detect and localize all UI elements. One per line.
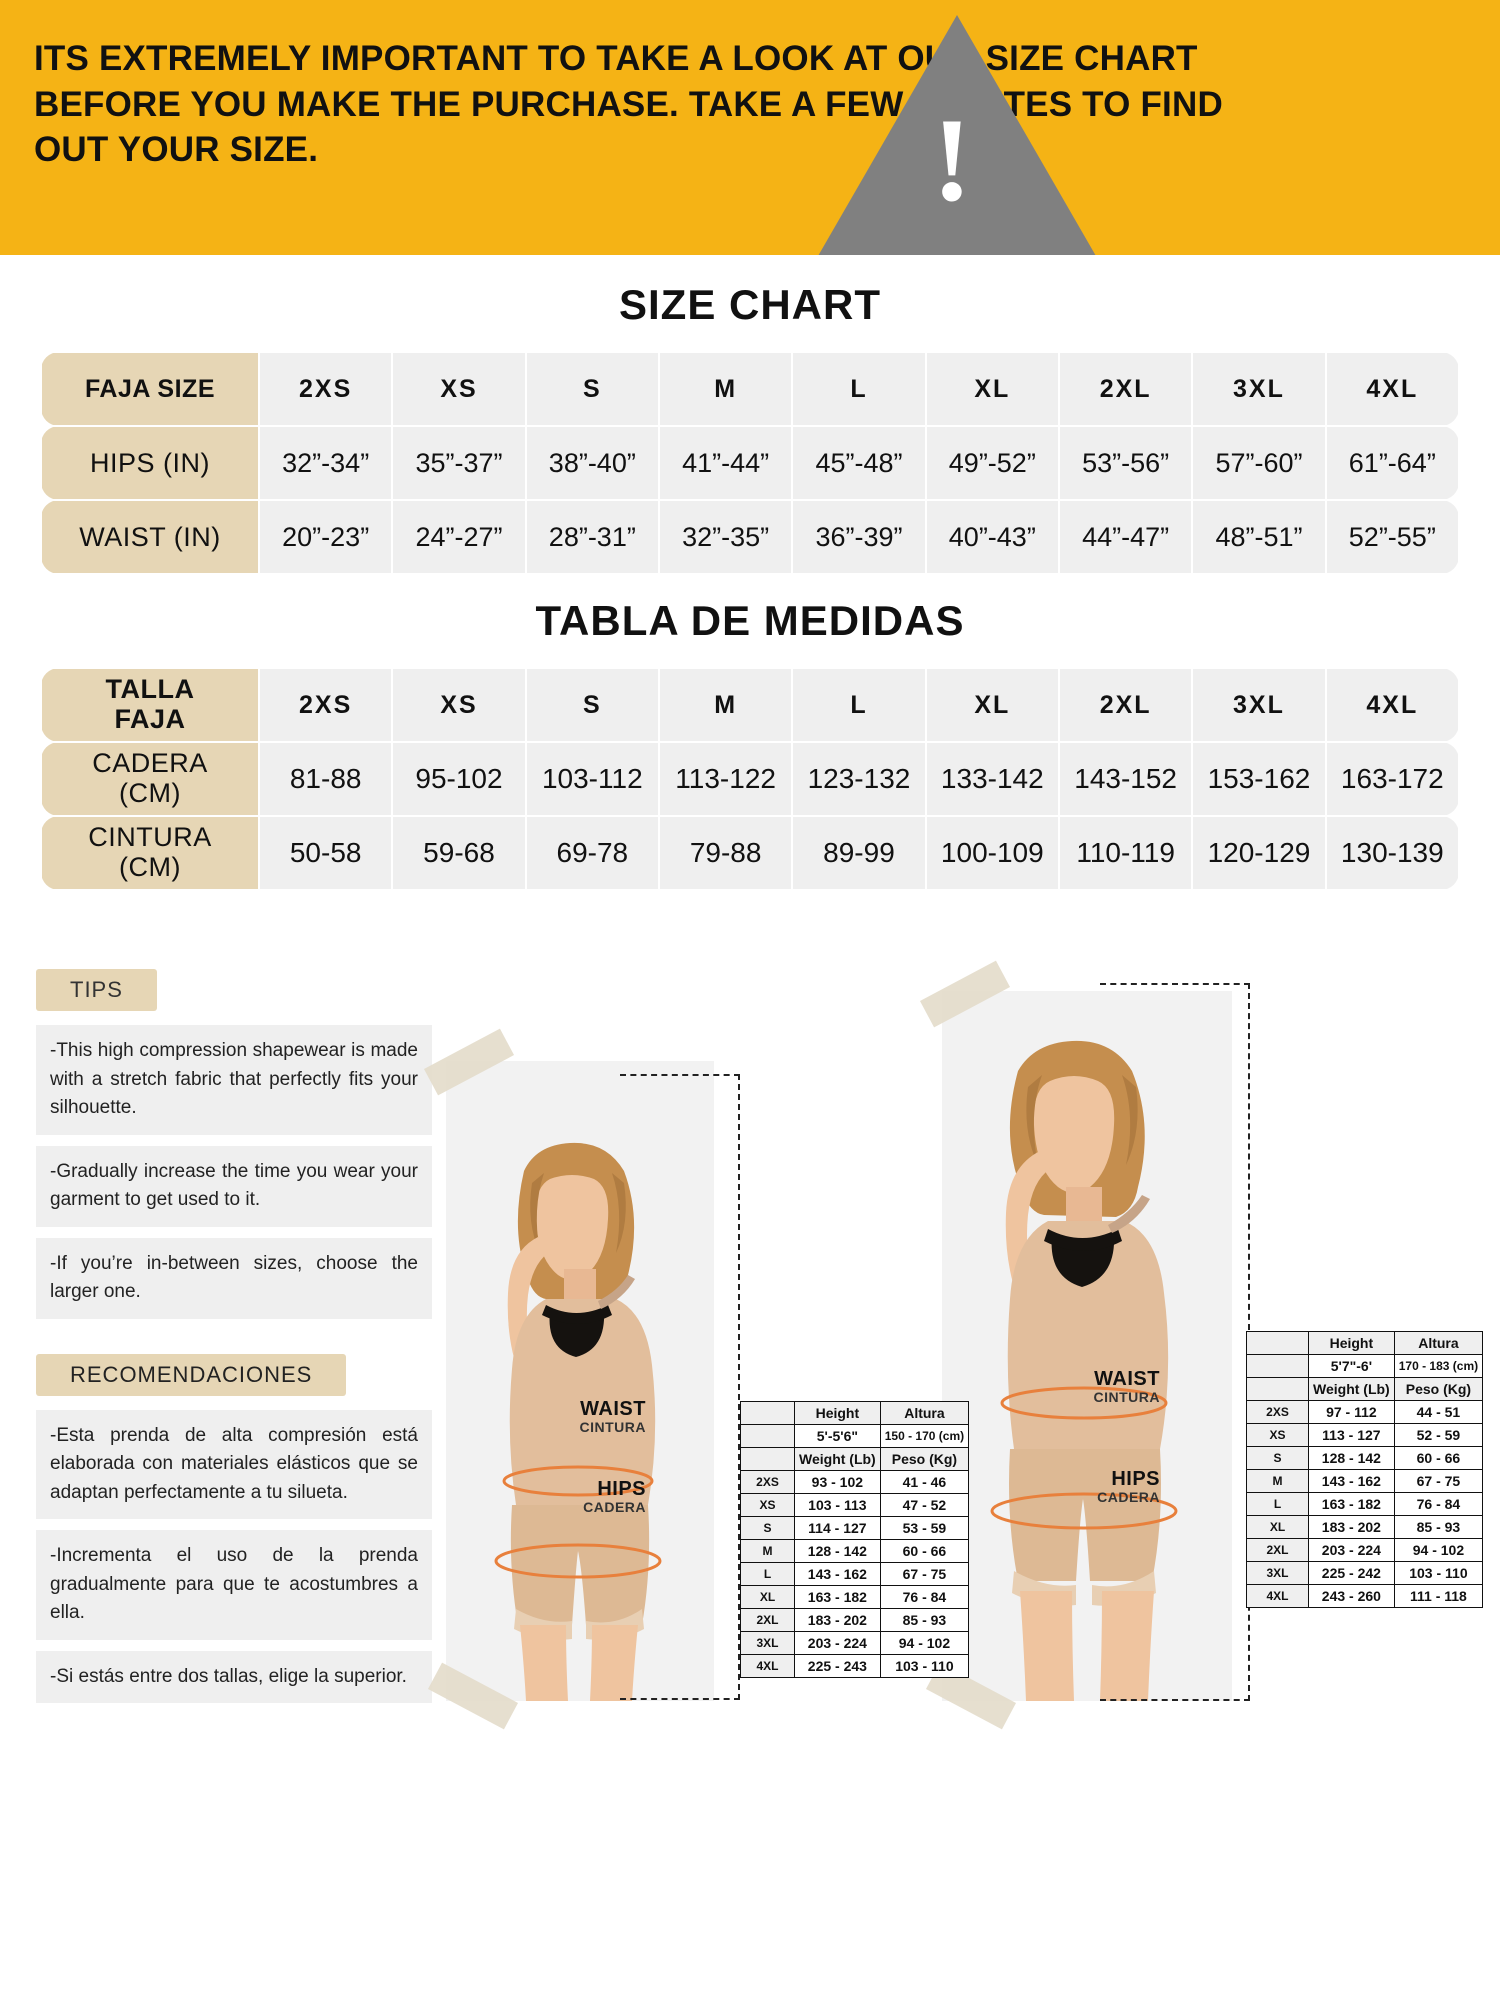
tabla-medidas-wrap xyxy=(0,667,1500,891)
size-header-cell: XS xyxy=(392,668,525,742)
weight-kg-cell: 103 - 110 xyxy=(1394,1562,1482,1585)
col-header-peso-kg: Peso (Kg) xyxy=(880,1448,968,1471)
table-row xyxy=(741,1471,969,1494)
hips-cell: 38”-40” xyxy=(526,426,659,500)
recomendacion-item: -Incrementa el uso de la prenda gradualmente para que te acostumbres a ella. xyxy=(36,1530,432,1640)
exclamation-mark-icon: ! xyxy=(932,93,972,226)
weight-lb-cell: 143 - 162 xyxy=(1309,1470,1395,1493)
waist-cell: 28”-31” xyxy=(526,500,659,574)
table-row xyxy=(1247,1401,1483,1424)
table-row xyxy=(41,500,1459,574)
cintura-cell: 50-58 xyxy=(259,816,392,890)
cintura-cell: 59-68 xyxy=(392,816,525,890)
waist-label-en: WAIST xyxy=(580,1398,646,1420)
weight-kg-cell: 76 - 84 xyxy=(1394,1493,1482,1516)
size-header-cell: XL xyxy=(926,668,1059,742)
height-range-cm: 150 - 170 (cm) xyxy=(880,1425,968,1448)
weight-kg-cell: 52 - 59 xyxy=(1394,1424,1482,1447)
waist-cell: 48”-51” xyxy=(1192,500,1325,574)
size-cell: M xyxy=(1247,1470,1309,1493)
waist-cell: 20”-23” xyxy=(259,500,392,574)
table-row xyxy=(741,1494,969,1517)
table-row xyxy=(741,1517,969,1540)
cintura-cell: 79-88 xyxy=(659,816,792,890)
waist-label-right xyxy=(1000,1369,1160,1405)
warning-banner xyxy=(0,0,1500,255)
row-label-cadera-cm xyxy=(41,742,259,816)
tip-item: -If you’re in-between sizes, choose the larger one. xyxy=(36,1238,432,1319)
size-cell: 2XL xyxy=(1247,1539,1309,1562)
table-row xyxy=(741,1425,969,1448)
spacer-cell xyxy=(741,1448,795,1471)
row-label-line1: CADERA xyxy=(92,748,208,779)
waist-cell: 40”-43” xyxy=(926,500,1059,574)
tip-item: -This high compression shapewear is made with a stretch fabric that perfectly fits your silhouette. xyxy=(36,1025,432,1135)
weight-kg-cell: 94 - 102 xyxy=(880,1632,968,1655)
size-cell: L xyxy=(741,1563,795,1586)
size-header-cell: 3XL xyxy=(1192,352,1325,426)
waist-cell: 36”-39” xyxy=(792,500,925,574)
row-label-line2: (CM) xyxy=(119,852,181,882)
table-row xyxy=(1247,1562,1483,1585)
weight-kg-cell: 41 - 46 xyxy=(880,1471,968,1494)
waist-label-left xyxy=(486,1399,646,1435)
size-header-cell: 2XL xyxy=(1059,668,1192,742)
weight-lb-cell: 103 - 113 xyxy=(795,1494,881,1517)
bottom-section xyxy=(0,969,1500,1729)
recomendaciones-title: RECOMENDACIONES xyxy=(36,1354,346,1396)
weight-lb-cell: 128 - 142 xyxy=(1309,1447,1395,1470)
hips-cell: 32”-34” xyxy=(259,426,392,500)
cadera-cell: 103-112 xyxy=(526,742,659,816)
table-row xyxy=(41,426,1459,500)
hips-cell: 41”-44” xyxy=(659,426,792,500)
hips-cell: 35”-37” xyxy=(392,426,525,500)
col-header-weight-lb: Weight (Lb) xyxy=(795,1448,881,1471)
weight-kg-cell: 60 - 66 xyxy=(880,1540,968,1563)
table-row xyxy=(741,1563,969,1586)
size-header-cell: 2XS xyxy=(259,352,392,426)
col-header-altura: Altura xyxy=(880,1402,968,1425)
row-label-line1: CINTURA xyxy=(88,822,212,853)
hips-cell: 49”-52” xyxy=(926,426,1059,500)
table-row xyxy=(741,1609,969,1632)
table-row xyxy=(741,1632,969,1655)
col-header-peso-kg: Peso (Kg) xyxy=(1394,1378,1482,1401)
hips-label-left xyxy=(486,1479,646,1515)
recomendacion-item: -Esta prenda de alta compresión está elaborada con materiales elásticos que se adaptan perfectamente a tu silueta. xyxy=(36,1410,432,1520)
waist-cell: 52”-55” xyxy=(1326,500,1459,574)
size-chart-wrap xyxy=(0,351,1500,575)
cintura-cell: 69-78 xyxy=(526,816,659,890)
weight-lb-cell: 113 - 127 xyxy=(1309,1424,1395,1447)
row-label-waist-in: WAIST (IN) xyxy=(41,500,259,574)
waist-label-es: CINTURA xyxy=(1093,1389,1160,1405)
row-label-line2: FAJA xyxy=(114,704,186,734)
banner-headline: ITS EXTREMELY IMPORTANT TO TAKE A LOOK AT OUR SIZE CHART BEFORE YOU MAKE THE PURCHASE. TAKE A FEW MINUTES TO FIND OUT YOUR SIZE. xyxy=(34,39,1223,169)
size-cell: 3XL xyxy=(741,1632,795,1655)
table-row xyxy=(741,1402,969,1425)
hips-cell: 61”-64” xyxy=(1326,426,1459,500)
row-label-line1: TALLA xyxy=(105,674,195,705)
cadera-cell: 133-142 xyxy=(926,742,1059,816)
cadera-cell: 123-132 xyxy=(792,742,925,816)
waist-cell: 44”-47” xyxy=(1059,500,1192,574)
size-cell: XL xyxy=(741,1586,795,1609)
size-header-cell: 2XS xyxy=(259,668,392,742)
cadera-cell: 95-102 xyxy=(392,742,525,816)
table-row xyxy=(1247,1585,1483,1608)
weight-kg-cell: 67 - 75 xyxy=(1394,1470,1482,1493)
size-header-cell: S xyxy=(526,352,659,426)
tabla-medidas-table xyxy=(40,667,1460,891)
weight-lb-cell: 143 - 162 xyxy=(795,1563,881,1586)
weight-kg-cell: 94 - 102 xyxy=(1394,1539,1482,1562)
height-range-ft: 5'-5'6" xyxy=(795,1425,881,1448)
size-cell: L xyxy=(1247,1493,1309,1516)
tip-item: -Gradually increase the time you wear your garment to get used to it. xyxy=(36,1146,432,1227)
weight-kg-cell: 44 - 51 xyxy=(1394,1401,1482,1424)
col-header-altura: Altura xyxy=(1394,1332,1482,1355)
col-header-weight-lb: Weight (Lb) xyxy=(1309,1378,1395,1401)
row-label-line2: (CM) xyxy=(119,778,181,808)
table-row xyxy=(741,1586,969,1609)
weight-lb-cell: 93 - 102 xyxy=(795,1471,881,1494)
hips-label-es: CADERA xyxy=(583,1499,646,1515)
recomendacion-item: -Si estás entre dos tallas, elige la superior. xyxy=(36,1651,432,1704)
spacer-cell xyxy=(1247,1332,1309,1355)
weight-kg-cell: 60 - 66 xyxy=(1394,1447,1482,1470)
cadera-cell: 113-122 xyxy=(659,742,792,816)
waist-label-es: CINTURA xyxy=(579,1419,646,1435)
table-row xyxy=(1247,1332,1483,1355)
waist-cell: 24”-27” xyxy=(392,500,525,574)
table-row xyxy=(41,352,1459,426)
waist-label-en: WAIST xyxy=(1094,1368,1160,1390)
cintura-cell: 130-139 xyxy=(1326,816,1459,890)
size-cell: 4XL xyxy=(1247,1585,1309,1608)
cadera-cell: 153-162 xyxy=(1192,742,1325,816)
hips-cell: 45”-48” xyxy=(792,426,925,500)
cintura-cell: 120-129 xyxy=(1192,816,1325,890)
spacer-cell xyxy=(741,1402,795,1425)
weight-lb-cell: 203 - 224 xyxy=(795,1632,881,1655)
weight-lb-cell: 97 - 112 xyxy=(1309,1401,1395,1424)
size-cell: XS xyxy=(1247,1424,1309,1447)
size-header-cell: 4XL xyxy=(1326,668,1459,742)
spacer-cell xyxy=(741,1425,795,1448)
size-header-cell: L xyxy=(792,668,925,742)
weight-lb-cell: 163 - 182 xyxy=(795,1586,881,1609)
height-weight-table-tall xyxy=(1246,1331,1483,1608)
height-weight-table-short xyxy=(740,1401,969,1678)
size-header-cell: XL xyxy=(926,352,1059,426)
weight-lb-cell: 243 - 260 xyxy=(1309,1585,1395,1608)
weight-kg-cell: 111 - 118 xyxy=(1394,1585,1482,1608)
cadera-cell: 163-172 xyxy=(1326,742,1459,816)
cadera-cell: 143-152 xyxy=(1059,742,1192,816)
table-row xyxy=(1247,1493,1483,1516)
size-chart-table xyxy=(40,351,1460,575)
size-cell: 2XS xyxy=(1247,1401,1309,1424)
size-header-cell: 3XL xyxy=(1192,668,1325,742)
cintura-cell: 100-109 xyxy=(926,816,1059,890)
weight-lb-cell: 128 - 142 xyxy=(795,1540,881,1563)
size-header-cell: 2XL xyxy=(1059,352,1192,426)
weight-kg-cell: 47 - 52 xyxy=(880,1494,968,1517)
size-header-cell: 4XL xyxy=(1326,352,1459,426)
col-header-height: Height xyxy=(1309,1332,1395,1355)
weight-lb-cell: 114 - 127 xyxy=(795,1517,881,1540)
table-row xyxy=(1247,1355,1483,1378)
hips-label-en: HIPS xyxy=(1111,1468,1160,1490)
table-row xyxy=(741,1540,969,1563)
table-row xyxy=(1247,1447,1483,1470)
size-header-cell: XS xyxy=(392,352,525,426)
table-row xyxy=(1247,1424,1483,1447)
weight-lb-cell: 203 - 224 xyxy=(1309,1539,1395,1562)
table-row xyxy=(741,1655,969,1678)
tips-title: TIPS xyxy=(36,969,157,1011)
hips-label-en: HIPS xyxy=(597,1478,646,1500)
weight-kg-cell: 76 - 84 xyxy=(880,1586,968,1609)
weight-lb-cell: 225 - 242 xyxy=(1309,1562,1395,1585)
row-label-talla-faja xyxy=(41,668,259,742)
hips-cell: 57”-60” xyxy=(1192,426,1325,500)
tabla-medidas-title: TABLA DE MEDIDAS xyxy=(535,597,965,644)
size-header-cell: L xyxy=(792,352,925,426)
waist-cell: 32”-35” xyxy=(659,500,792,574)
weight-lb-cell: 163 - 182 xyxy=(1309,1493,1395,1516)
tips-column xyxy=(36,969,432,1714)
size-header-cell: S xyxy=(526,668,659,742)
cadera-cell: 81-88 xyxy=(259,742,392,816)
size-header-cell: M xyxy=(659,668,792,742)
size-cell: XS xyxy=(741,1494,795,1517)
hips-label-right xyxy=(1000,1469,1160,1505)
col-header-height: Height xyxy=(795,1402,881,1425)
height-range-ft: 5'7"-6' xyxy=(1309,1355,1395,1378)
table-row xyxy=(1247,1516,1483,1539)
dashed-frame-left xyxy=(620,1074,740,1700)
table-row xyxy=(1247,1470,1483,1493)
table-row xyxy=(41,668,1459,742)
cintura-cell: 89-99 xyxy=(792,816,925,890)
cintura-cell: 110-119 xyxy=(1059,816,1192,890)
size-cell: 2XS xyxy=(741,1471,795,1494)
table-row xyxy=(41,742,1459,816)
table-row xyxy=(1247,1378,1483,1401)
weight-lb-cell: 183 - 202 xyxy=(795,1609,881,1632)
weight-lb-cell: 225 - 243 xyxy=(795,1655,881,1678)
size-cell: XL xyxy=(1247,1516,1309,1539)
spacer-cell xyxy=(1247,1355,1309,1378)
spacer-cell xyxy=(1247,1378,1309,1401)
table-row xyxy=(41,816,1459,890)
size-chart-title: SIZE CHART xyxy=(619,281,881,328)
row-label-hips-in: HIPS (IN) xyxy=(41,426,259,500)
dashed-frame-right xyxy=(1100,983,1250,1701)
table-row xyxy=(1247,1539,1483,1562)
size-header-cell: M xyxy=(659,352,792,426)
table-row xyxy=(741,1448,969,1471)
weight-kg-cell: 85 - 93 xyxy=(1394,1516,1482,1539)
weight-kg-cell: 67 - 75 xyxy=(880,1563,968,1586)
height-range-cm: 170 - 183 (cm) xyxy=(1394,1355,1482,1378)
row-label-cintura-cm xyxy=(41,816,259,890)
size-cell: 4XL xyxy=(741,1655,795,1678)
size-cell: 3XL xyxy=(1247,1562,1309,1585)
weight-kg-cell: 85 - 93 xyxy=(880,1609,968,1632)
weight-kg-cell: 103 - 110 xyxy=(880,1655,968,1678)
size-cell: S xyxy=(1247,1447,1309,1470)
hips-label-es: CADERA xyxy=(1097,1489,1160,1505)
weight-kg-cell: 53 - 59 xyxy=(880,1517,968,1540)
size-cell: M xyxy=(741,1540,795,1563)
weight-lb-cell: 183 - 202 xyxy=(1309,1516,1395,1539)
hips-cell: 53”-56” xyxy=(1059,426,1192,500)
size-cell: 2XL xyxy=(741,1609,795,1632)
row-label-faja-size: FAJA SIZE xyxy=(41,352,259,426)
size-cell: S xyxy=(741,1517,795,1540)
